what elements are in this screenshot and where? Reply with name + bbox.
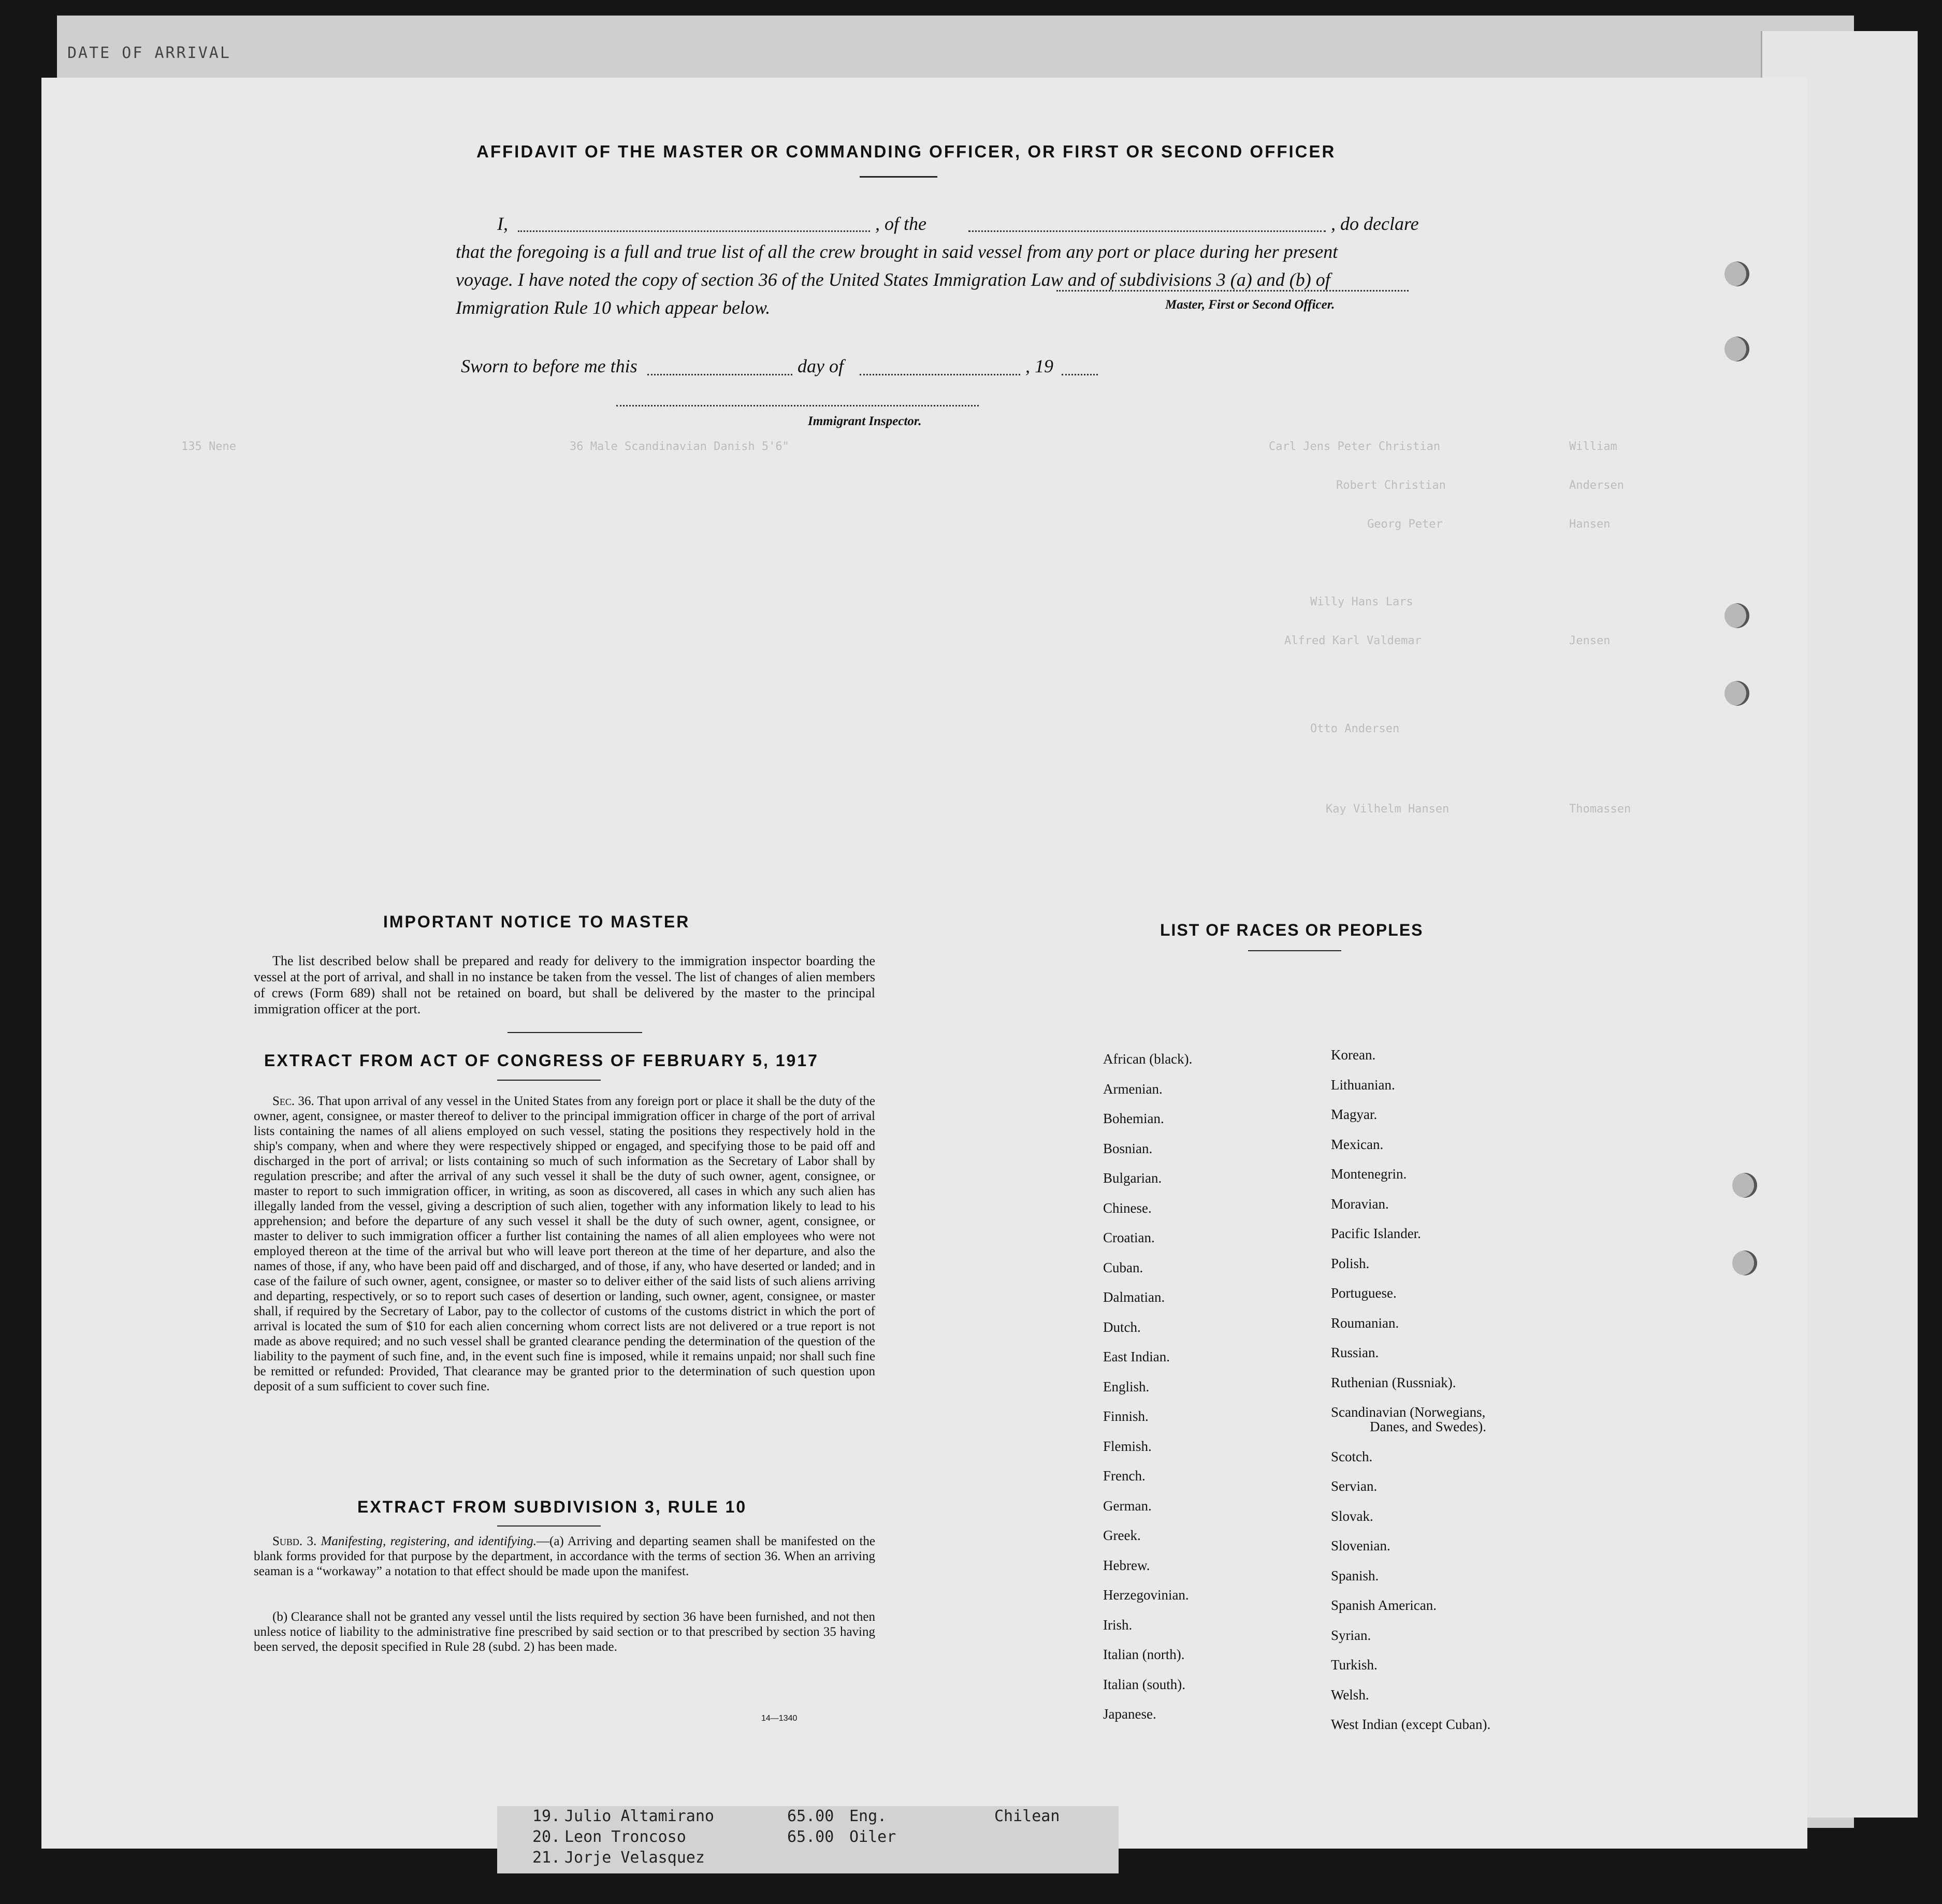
- race-item: Slovenian.: [1331, 1538, 1390, 1553]
- affidavit-line-3: voyage. I have noted the copy of section 36 of the United States Immigration Law and of subdivisions 3 (a) and (b) of: [456, 269, 1330, 290]
- race-item: Servian.: [1331, 1478, 1378, 1494]
- race-item: African (black).: [1103, 1051, 1193, 1067]
- vessel-blank: [968, 230, 1326, 232]
- race-item: Croatian.: [1103, 1230, 1155, 1245]
- race-item: Welsh.: [1331, 1687, 1369, 1703]
- race-item: Korean.: [1331, 1047, 1376, 1063]
- affidavit-page: AFFIDAVIT OF THE MASTER OR COMMANDING OFFICER, OR FIRST OR SECOND OFFICER I, , of the , do declare that the foregoing is a full and true list of all the crew brought in said vessel from any port or place during her present voyage. I have noted the copy of section 36 of the United States Immigration Law and of subdivisions 3 (a) and (b) of Immigration Rule 10 which appear below. Master, First or Second Officer. Sworn to before me this day of , 19 Immigrant Inspector. Carl Jens Peter Christian Robert Christian Georg Peter Willy Hans Lars Alfred Karl Valdemar Otto Andersen Kay Vilhelm Hansen 135 Nene 36 Male Scandinavian Danish 5'6" William Andersen Hansen Jensen Thomassen IMPORTANT NOTICE TO MASTER The list described below shall be prepared and ready for delivery to the immigration inspector boarding the vessel at the port of arrival, and shall in no instance be taken from the vessel. The list of changes of alien members of crews (Form 689) shall not be retained on board, but shall be delivered by the master to the principal immigration officer at the port. EXTRACT FROM ACT OF CONGRESS OF FEBRUARY 5, 1917 Sec. 36. That upon arrival of any vessel in the United States from any foreign port or place it shall be the duty of the owner, agent, consignee, or master thereof to deliver to the principal immigration officer in charge of the port of arrival lists containing the names of all aliens employed on such vessel, stating the positions they respectively hold in the ship's company, when and where they were respectively shipped or engaged, and specifying those to be paid off and discharged in the port of arrival; or lists containing so much of such information as the Secretary of Labor shall by regulation prescribe; and after the arrival of any such vessel it shall be the duty of such owner, agent, consignee, or master to report to such immigration officer, in writing, as soon as discovered, all cases in which any such alien has illegally landed from the vessel, giving a description of such alien, together with any information likely to lead to his apprehension; and before the departure of any such vessel it shall be the duty of such owner, agent, consignee, or master to deliver to such immigration officer a further list containing the names of all alien employees who were not employed thereon at the time of the arrival but who will leave port thereon at the time of her departure, and also the names of those, if any, who have been paid off and discharged, and of those, if any, who have deserted or landed; and in case of the failure of such owner, agent, consignee, or master so to deliver either of the said lists of such aliens arriving and departing, respectively, or so to report such cases of desertion or landing, such owner, agent, consignee, or master shall, if required by the Secretary of Labor, pay to the collector of customs of the customs district in which the port of arrival is located the sum of $10 for each alien concerning whom correct lists are not delivered or a true report is not made as above required; and no such vessel shall be granted clearance pending the determination of the question of the liability to the payment of such fine, and, in the event such fine is imposed, while it remains unpaid; nor shall such fine be remitted or refunded: Provided, That clearance may be granted prior to the determination of such question upon deposit of a sum sufficient to cover such fine. EXTRACT FROM SUBDIVISION 3, RULE 10 Subd. 3. Manifesting, registering, and identifying.—(a) Arriving and departing seamen shall be manifested on the blank forms provided for that purpose by the department, in accordance with the terms of section 36. When an arriving seaman is a “workaway” a notation to that effect should be made upon the manifest. (b) Clearance shall not be granted any vessel until the lists required by section 36 have been furnished, and not then unless notice of liability to the administrative fine prescribed by said section or to that prescribed by section 35 having been served, the deposit specified in Rule 28 (subd. 2) has been made. 14—1340 LIST OF RACES OR PEOPLES African (black). Armenian. Bohemian. Bosnian. Bulgarian. Chinese. Croatian. Cuban. Dalmatian. Dutch. East Indian. English. Finnish. Flemish. French. German. Greek. Hebrew. Herzegovinian. Irish. Italian (north). Italian (south). Japanese. Korean. Lithuanian. Magyar. Mexican. Montenegrin. Moravian. Pacific Islander. Polish. Portuguese. Roumanian. Russian. Ruthenian (Russniak). Scandinavian (Norwegians, Danes, and Swedes). Scotch. Servian. Slovak. Slovenian. Spanish. Spanish American. Syrian. Turkish. Welsh. West Indian (except Cuban).: [41, 78, 1807, 1849]
- race-item: Irish.: [1103, 1617, 1133, 1633]
- crew-cell-no: 21.: [532, 1849, 561, 1867]
- crew-list-strip: [497, 1806, 1119, 1873]
- race-item: Scandinavian (Norwegians,: [1331, 1404, 1486, 1420]
- sworn-text: Sworn to before me this: [461, 356, 637, 376]
- race-item: French.: [1103, 1468, 1146, 1484]
- race-item: Cuban.: [1103, 1259, 1143, 1275]
- race-item: Ruthenian (Russniak).: [1331, 1374, 1456, 1390]
- notice-text: The list described below shall be prepared and ready for delivery to the immigration inspector boarding the vessel at the port of arrival, and shall in no instance be taken from the vessel. The list of changes of alien members of crews (Form 689) shall not be retained on board, but shall be delivered by the master to the principal immigration officer at the port.: [254, 953, 875, 1016]
- race-item: Spanish.: [1331, 1567, 1379, 1583]
- crew-cell-name: Jorje Velasquez: [564, 1849, 705, 1867]
- race-item: Bosnian.: [1103, 1140, 1153, 1156]
- day-of-text: day of: [798, 356, 844, 376]
- crew-cell-no: 19.: [532, 1807, 561, 1825]
- notice-divider: [508, 1032, 642, 1033]
- race-item: Portuguese.: [1331, 1285, 1397, 1301]
- race-item: Slovak.: [1331, 1508, 1373, 1524]
- race-item: Bulgarian.: [1103, 1170, 1162, 1186]
- sworn-line: [461, 352, 1393, 383]
- race-item: Chinese.: [1103, 1200, 1152, 1216]
- rule-title: EXTRACT FROM SUBDIVISION 3, RULE 10: [357, 1498, 747, 1516]
- act-text: [254, 1094, 875, 1394]
- race-item: Moravian.: [1331, 1196, 1389, 1212]
- form-number: 14—1340: [761, 1714, 798, 1723]
- inspector-blank: [616, 405, 979, 406]
- race-item: Roumanian.: [1331, 1315, 1399, 1331]
- races-divider: [1248, 950, 1341, 951]
- punch-hole: [1724, 681, 1749, 706]
- race-item: Italian (south).: [1103, 1676, 1185, 1692]
- rule-a-text: —(a) Arriving and departing seamen shall be manifested on the blank forms provided for that purpose by the department, in accordance with the terms of section 36. When an arriving seaman is a “workaway” a notation to that effect should be made upon the manifest.: [254, 1534, 875, 1578]
- act-title: EXTRACT FROM ACT OF CONGRESS OF FEBRUARY 5, 1917: [264, 1051, 819, 1070]
- race-item: Polish.: [1331, 1255, 1370, 1271]
- crew-cell-wage: 65.00: [787, 1807, 834, 1825]
- name-blank: [518, 230, 870, 232]
- punch-hole: [1732, 1251, 1757, 1275]
- punch-hole: [1724, 603, 1749, 628]
- act-divider: [497, 1080, 601, 1081]
- rule-paragraph-a: [254, 1534, 875, 1579]
- race-item: Magyar.: [1331, 1107, 1378, 1122]
- signature-caption: Master, First or Second Officer.: [1165, 298, 1335, 312]
- race-item: Hebrew.: [1103, 1557, 1150, 1573]
- notice-title: IMPORTANT NOTICE TO MASTER: [383, 912, 690, 931]
- punch-hole: [1724, 337, 1749, 361]
- punch-hole: [1724, 261, 1749, 286]
- act-section-text: That upon arrival of any vessel in the United States from any foreign port or place it shall be the duty of the owner, agent, consignee, or master thereof to deliver to the principal immigration officer in charge of the port of arrival lists containing the names of all aliens employed on such vessel, stating the positions they respectively hold in the ship's company, when and where they were respectively shipped or engaged, and specifying those to be paid off and discharged in the port of arrival; or lists containing so much of such information as the Secretary of Labor shall by regulation prescribe; and after the arrival of any such vessel it shall be the duty of such owner, agent, consignee, or master to report to such immigration officer, in writing, as soon as discovered, all cases in which any such alien has illegally landed from the vessel, giving a description of such alien, together with any information likely to lead to his apprehension; and before the departure of any such vessel it shall be the duty of such owner, agent, consignee, or master to deliver to such immigration officer a further list containing the names of all alien employees who were not employed thereon at the time of the arrival but who will leave port thereon at the time of her departure, and also the names of those, if any, who have been paid off and discharged, and of those, if any, who have deserted or landed; and in case of the failure of such owner, agent, consignee, or master so to deliver either of the said lists of such aliens arriving and departing, respectively, or so to report such cases of desertion or landing, such owner, agent, consignee, or master shall, if required by the Secretary of Labor, pay to the collector of customs of the customs district in which the port of arrival is located the sum of $10 for each alien concerning whom correct lists are not delivered or a true report is not made as above required; and no such vessel shall be granted clearance pending the determination of the question of the liability to the payment of such fine, and, in the event such fine is imposed, while it remains unpaid; nor shall such fine be remitted or refunded: Provided, That clearance may be granted prior to the determination of such question upon deposit of a sum sufficient to cover such fine.: [254, 1094, 875, 1393]
- act-section-number: Sec. 36.: [272, 1094, 314, 1108]
- affidavit-of-the: , of the: [875, 213, 926, 234]
- race-item: Pacific Islander.: [1331, 1226, 1421, 1241]
- race-item: Japanese.: [1103, 1706, 1156, 1722]
- month-blank: [860, 374, 1020, 375]
- rule-divider: [497, 1525, 601, 1527]
- day-blank: [647, 374, 792, 375]
- race-item: East Indian.: [1103, 1349, 1170, 1364]
- page-stub-heading: DATE OF ARRIVAL: [67, 44, 231, 62]
- race-item: West Indian (except Cuban).: [1331, 1717, 1491, 1732]
- race-item: Herzegovinian.: [1103, 1587, 1189, 1603]
- signature-blank: [1056, 290, 1409, 292]
- race-item: Flemish.: [1103, 1438, 1152, 1454]
- rule-heading: Manifesting, registering, and identifying.: [321, 1534, 537, 1548]
- title-underline: [860, 176, 937, 178]
- race-item: Turkish.: [1331, 1657, 1378, 1673]
- race-item: Scotch.: [1331, 1448, 1373, 1464]
- affidavit-i: I,: [497, 213, 508, 234]
- race-item: Lithuanian.: [1331, 1077, 1395, 1093]
- race-item: Mexican.: [1331, 1136, 1384, 1152]
- race-item: Montenegrin.: [1331, 1166, 1407, 1182]
- race-item: Armenian.: [1103, 1081, 1163, 1097]
- affidavit-line-2: that the foregoing is a full and true list of all the crew brought in said vessel from any port or place during her present: [456, 241, 1338, 262]
- punch-hole: [1732, 1173, 1757, 1198]
- crew-cell-name: Leon Troncoso: [564, 1828, 686, 1846]
- crew-cell-wage: 65.00: [787, 1828, 834, 1846]
- race-item: Danes, and Swedes).: [1370, 1419, 1486, 1434]
- crew-cell-rating: Eng.: [849, 1807, 887, 1825]
- crew-nationality: Chilean: [994, 1807, 1060, 1825]
- race-item: Finnish.: [1103, 1408, 1149, 1424]
- inspector-caption: Immigrant Inspector.: [808, 414, 922, 428]
- race-item: Spanish American.: [1331, 1597, 1437, 1613]
- race-item: Bohemian.: [1103, 1111, 1164, 1126]
- affidavit-do-declare: , do declare: [1331, 213, 1419, 234]
- race-item: German.: [1103, 1498, 1152, 1514]
- year-text: , 19: [1025, 356, 1053, 376]
- race-item: Italian (north).: [1103, 1647, 1185, 1662]
- year-blank: [1062, 374, 1098, 375]
- affidavit-title: AFFIDAVIT OF THE MASTER OR COMMANDING OFFICER, OR FIRST OR SECOND OFFICER: [476, 142, 1336, 161]
- race-item: Russian.: [1331, 1345, 1379, 1360]
- rule-paragraph-b: (b) Clearance shall not be granted any vessel until the lists required by section 36 have been furnished, and not then unless notice of liability to the administrative fine prescribed by said section or to that prescribed by section 35 having been served, the deposit specified in Rule 28 (subd. 2) has been made.: [254, 1610, 875, 1654]
- rule-subd: Subd. 3.: [272, 1534, 317, 1548]
- race-item: Dutch.: [1103, 1319, 1141, 1335]
- race-item: Syrian.: [1331, 1627, 1371, 1643]
- affidavit-line-4: Immigration Rule 10 which appear below.: [456, 297, 771, 318]
- race-item: English.: [1103, 1378, 1150, 1394]
- race-item: Greek.: [1103, 1528, 1141, 1543]
- crew-cell-rating: Oiler: [849, 1828, 896, 1846]
- races-title: LIST OF RACES OR PEOPLES: [1160, 921, 1424, 939]
- crew-cell-no: 20.: [532, 1828, 561, 1846]
- race-item: Dalmatian.: [1103, 1289, 1165, 1305]
- crew-cell-name: Julio Altamirano: [564, 1807, 714, 1825]
